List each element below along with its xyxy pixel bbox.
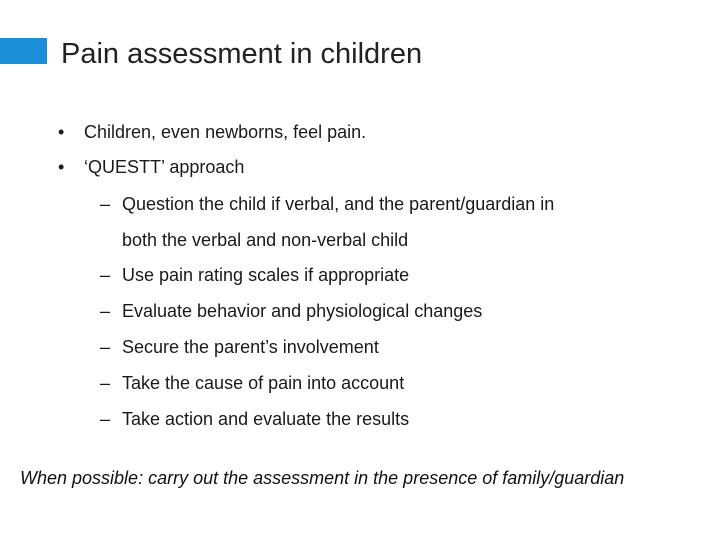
bullet-item (58, 156, 244, 178)
sub-item (100, 372, 404, 394)
title-accent-bar (0, 38, 47, 64)
slide-title: Pain assessment in children (61, 38, 423, 70)
sub-item (100, 336, 379, 358)
bullet-marker: • (58, 122, 65, 142)
bullet-text: Children, even newborns, feel pain. (84, 122, 367, 142)
sub-item-marker: – (100, 409, 111, 429)
sub-item-marker: – (100, 301, 111, 321)
sub-item-text: Use pain rating scales if appropriate (122, 265, 410, 285)
sub-item (100, 300, 482, 322)
sub-item-text: Take the cause of pain into account (122, 373, 405, 393)
sub-item-continuation: both the verbal and non-verbal child (122, 230, 409, 250)
sub-item-marker: – (100, 194, 111, 214)
bullet-text: ‘QUESTT’ approach (84, 157, 245, 177)
sub-item-marker: – (100, 373, 111, 393)
sub-item-text: Take action and evaluate the results (122, 409, 410, 429)
sub-item-text: Question the child if verbal, and the parent/guardian in (122, 194, 555, 214)
sub-item (100, 408, 409, 430)
footer-note: When possible: carry out the assessment in the presence of family/guardian (20, 468, 625, 488)
bullet-marker: • (58, 157, 65, 177)
sub-item-marker: – (100, 265, 111, 285)
sub-item (100, 264, 409, 286)
sub-item (100, 193, 555, 250)
sub-item-text: Evaluate behavior and physiological changes (122, 301, 483, 321)
sub-item-marker: – (100, 337, 111, 357)
bullet-item (58, 121, 366, 143)
sub-item-text: Secure the parent’s involvement (122, 337, 379, 357)
